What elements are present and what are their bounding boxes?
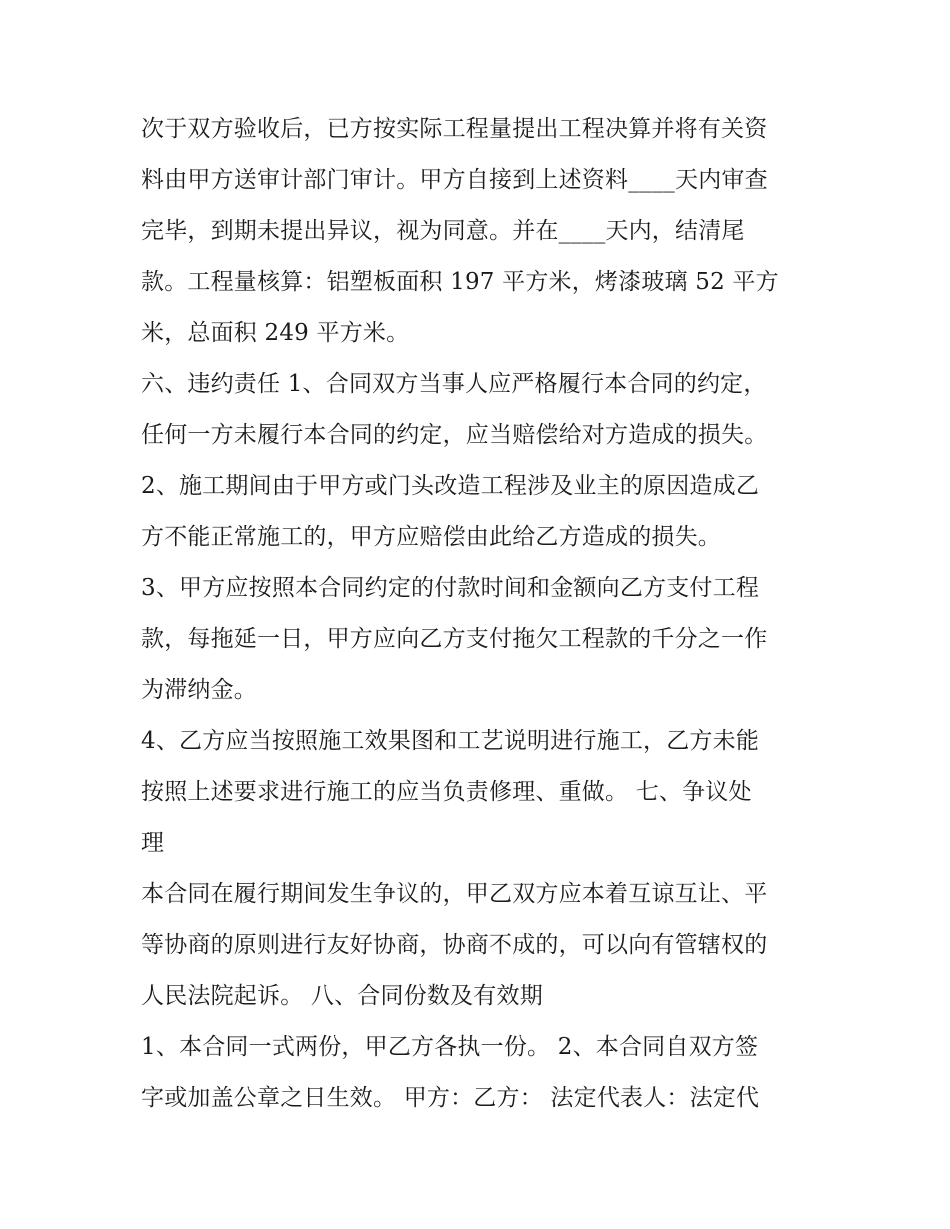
- text-line: 完毕，到期未提出异议，视为同意。并在____天内，结清尾: [141, 218, 745, 244]
- text-line: 款。工程量核算：铝塑板面积 197 平方米，烤漆玻璃 52 平方: [141, 269, 779, 295]
- text-line: 人民法院起诉。 八、合同份数及有效期: [141, 983, 543, 1009]
- text-line: 按照上述要求进行施工的应当负责修理、重做。 七、争议处: [141, 779, 752, 805]
- text-line: 米，总面积 249 平方米。: [141, 320, 410, 346]
- text-line: 3、甲方应按照本合同约定的付款时间和金额向乙方支付工程: [141, 575, 760, 601]
- text-line: 任何一方未履行本合同的约定，应当赔偿给对方造成的损失。: [141, 422, 768, 448]
- text-line: 次于双方验收后，已方按实际工程量提出工程决算并将有关资: [141, 116, 768, 142]
- text-line: 等协商的原则进行友好协商，协商不成的，可以向有管辖权的: [141, 932, 768, 958]
- text-line: 字或加盖公章之日生效。 甲方：乙方： 法定代表人：法定代: [141, 1085, 760, 1111]
- text-line: 为滞纳金。: [141, 677, 257, 703]
- text-line: 2、施工期间由于甲方或门头改造工程涉及业主的原因造成乙: [141, 473, 760, 499]
- text-line: 本合同在履行期间发生争议的，甲乙双方应本着互谅互让、平: [141, 881, 768, 907]
- text-line: 料由甲方送审计部门审计。甲方自接到上述资料____天内审查: [141, 167, 768, 193]
- text-line: 理: [141, 830, 165, 856]
- text-line: 六、违约责任 1、合同双方当事人应严格履行本合同的约定，: [141, 371, 767, 397]
- text-line: 方不能正常施工的，甲方应赔偿由此给乙方造成的损失。: [141, 524, 721, 550]
- text-line: 款，每拖延一日，甲方应向乙方支付拖欠工程款的千分之一作: [141, 626, 768, 652]
- text-line: 1、本合同一式两份，甲乙方各执一份。 2、本合同自双方签: [141, 1034, 759, 1060]
- contract-text: [141, 104, 831, 1124]
- text-line: 4、乙方应当按照施工效果图和工艺说明进行施工，乙方未能: [141, 728, 760, 754]
